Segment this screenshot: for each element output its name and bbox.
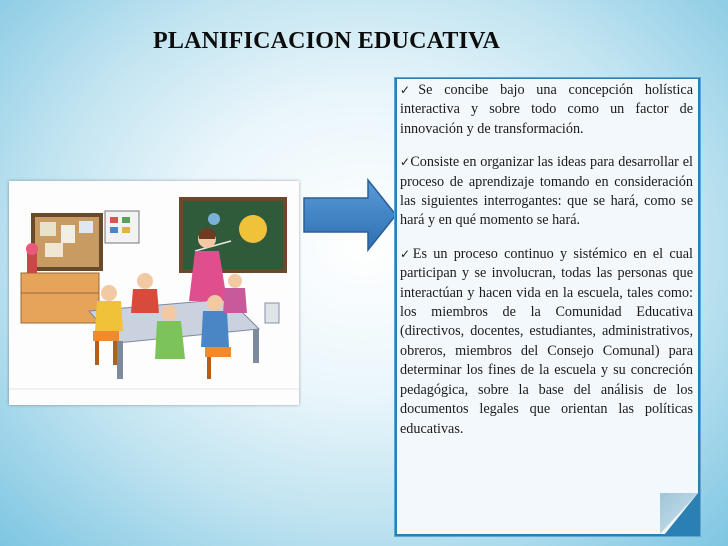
bullet-item [400,81,693,139]
bullet-text: Es un proceso continuo y sistémico en el cual participan y se involucran, todas las personas que interactúan y hacen vida en la escuela, tales como: los miembros de la Comunidad Educativa (directivos, docentes, estudiantes, administrativos, obreros, miembros del Consejo Comunal) para determinar los fines de la escuela y su concreción pedagógica, sobre la base del análisis de los documentos legales que orientan las políticas educativas. [400,245,693,437]
right-arrow-icon [302,178,398,252]
bullet-text: Se concibe bajo una concepción holística interactiva y sobre todo como un factor de innovación y de transformación. [400,82,693,137]
bullet-item [400,153,693,231]
bullet-item [400,245,693,439]
classroom-illustration [9,181,299,405]
page-title: PLANIFICACION EDUCATIVA [153,28,501,54]
bullet-list [400,81,693,453]
check-mark-icon: ✓ [400,83,419,97]
check-mark-icon: ✓ [400,155,411,170]
check-mark-icon: ✓ [400,246,413,261]
bullet-text: Consiste en organizar las ideas para desarrollar el proceso de aprendizaje tomando en consideración las siguientes interrogantes: que se hará, como se hará y en qué momento se hará. [400,154,693,229]
